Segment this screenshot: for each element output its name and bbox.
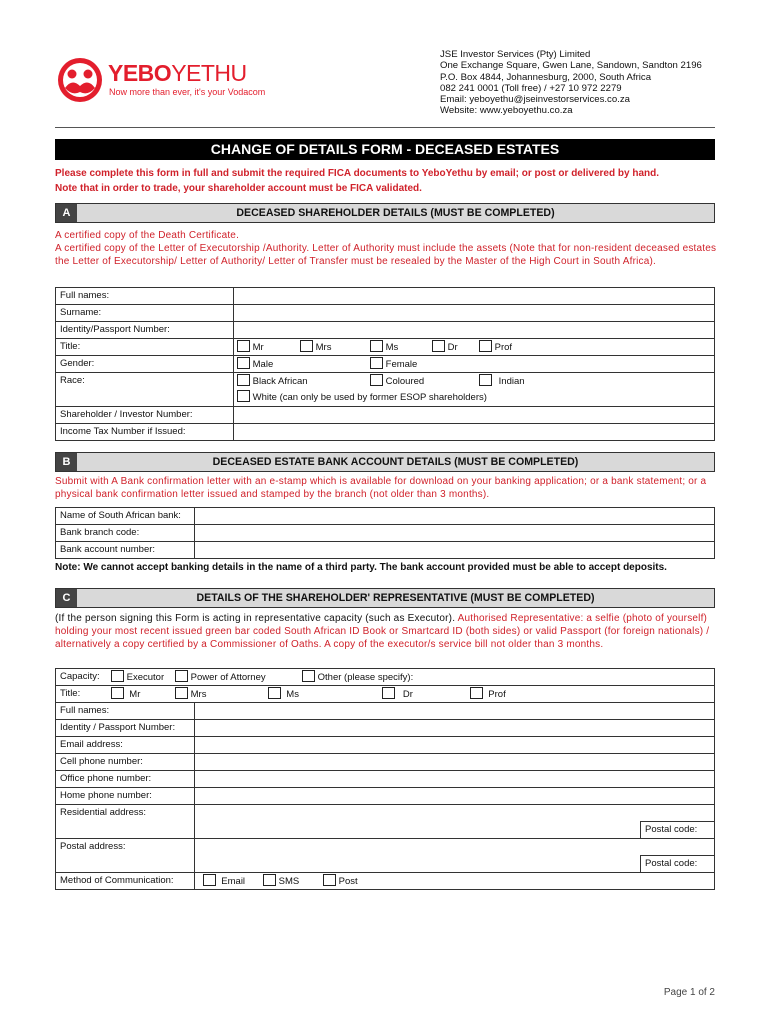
- instruction-line: A certified copy of the Letter of Executorship /Authority. Letter of Authority must include the assets (Note that for non-resident deceased estates the Letter of Executorship/ Letter of Authority/ Letter of Transfer must be resealed by the Master of the High Court in South Africa).: [55, 243, 717, 267]
- title-option-mr[interactable]: [237, 340, 264, 353]
- cell-label: Cell phone number:: [56, 754, 195, 771]
- checkbox[interactable]: [111, 687, 124, 699]
- branch-code-field[interactable]: [195, 525, 715, 542]
- company-line: P.O. Box 4844, Johannesburg, 2000, South Africa: [440, 71, 652, 83]
- race-option-black-african[interactable]: [237, 374, 308, 387]
- rep-title-option-mrs[interactable]: [175, 687, 206, 700]
- full-names-field[interactable]: [195, 703, 715, 720]
- full-names-label: Full names:: [56, 288, 234, 305]
- gender-option-male[interactable]: [237, 357, 273, 370]
- option-label: Indian: [498, 376, 525, 387]
- section-b-header: [55, 452, 715, 472]
- method-label: Method of Communication:: [56, 873, 195, 890]
- header-divider: [55, 127, 715, 128]
- option-label: Email: [221, 876, 246, 887]
- intro-line: Please complete this form in full and submit the required FICA documents to YeboYethu by email; or post or delivered by hand.: [55, 168, 659, 179]
- id-field[interactable]: [234, 322, 715, 339]
- checkbox[interactable]: [268, 687, 281, 699]
- instruction-text-red: Authorised Representative: a selfie (photo of yourself) holding your most recent issued green bar coded South African ID Book or Smartcard ID (both sides) or valid Passport (for foreign nationals) / alternatively a copy certified by a Commissioner of Oaths. A copy of the executor/s service bill not older than 3 months.: [55, 613, 710, 650]
- checkbox[interactable]: [237, 374, 250, 386]
- capacity-label: Capacity:: [60, 671, 100, 682]
- section-title: DECEASED SHAREHOLDER DETAILS (MUST BE COMPLETED): [236, 207, 555, 219]
- shareholder-number-label: Shareholder / Investor Number:: [56, 407, 234, 424]
- brand-tagline: Now more than ever, it's your Vodacom: [109, 87, 266, 97]
- checkbox[interactable]: [237, 357, 250, 369]
- bank-name-field[interactable]: [195, 508, 715, 525]
- option-label: SMS: [278, 876, 300, 887]
- instruction-text: (If the person signing this Form is acting in representative capacity (such as Executor).: [55, 613, 458, 624]
- branch-code-label: Bank branch code:: [56, 525, 195, 542]
- title-label: Title:: [56, 339, 234, 356]
- option-label: Ms: [286, 689, 299, 700]
- yeboyethu-logo-icon: [56, 56, 106, 104]
- capacity-option-executor[interactable]: [111, 670, 164, 683]
- option-label: White (can only be used by former ESOP shareholders): [252, 392, 487, 403]
- method-option-post[interactable]: [323, 874, 358, 887]
- office-label: Office phone number:: [56, 771, 195, 788]
- section-title: DETAILS OF THE SHAREHOLDER' REPRESENTATIVE (MUST BE COMPLETED): [196, 592, 595, 604]
- page-number: Page 1 of 2: [663, 987, 715, 998]
- title-option-prof[interactable]: [479, 340, 512, 353]
- checkbox[interactable]: [370, 374, 383, 386]
- title-label: Title:: [60, 688, 81, 699]
- form-title: CHANGE OF DETAILS FORM - DECEASED ESTATES: [55, 139, 715, 160]
- company-line: One Exchange Square, Gwen Lane, Sandown, Sandton 2196: [440, 60, 702, 72]
- tax-number-label: Income Tax Number if Issued:: [56, 424, 234, 441]
- section-title: DECEASED ESTATE BANK ACCOUNT DETAILS (MUST BE COMPLETED): [212, 456, 579, 468]
- full-names-label: Full names:: [56, 703, 195, 720]
- checkbox[interactable]: [479, 374, 492, 386]
- option-label: Black African: [252, 376, 308, 387]
- race-option-white[interactable]: [237, 390, 487, 403]
- full-names-field[interactable]: [234, 288, 715, 305]
- race-label: Race:: [56, 373, 234, 407]
- home-field[interactable]: [195, 788, 715, 805]
- option-label: Prof: [488, 689, 506, 700]
- postal-label: Postal address:: [56, 839, 195, 873]
- section-a-header: [55, 203, 715, 223]
- id-label: Identity/Passport Number:: [56, 322, 234, 339]
- option-label: Power of Attorney: [190, 672, 266, 683]
- option-label: Mr: [129, 689, 141, 700]
- account-number-field[interactable]: [195, 542, 715, 559]
- title-option-ms[interactable]: [370, 340, 398, 353]
- tax-number-field[interactable]: [234, 424, 715, 441]
- checkbox[interactable]: [323, 874, 336, 886]
- gender-label: Gender:: [56, 356, 234, 373]
- gender-option-female[interactable]: [370, 357, 417, 370]
- option-label: Post: [338, 876, 358, 887]
- checkbox[interactable]: [300, 340, 313, 352]
- account-number-label: Bank account number:: [56, 542, 195, 559]
- rep-title-option-mr[interactable]: [111, 687, 140, 700]
- checkbox[interactable]: [370, 340, 383, 352]
- residential-field[interactable]: [195, 805, 715, 839]
- title-option-mrs[interactable]: [300, 340, 331, 353]
- company-details: [440, 49, 702, 117]
- option-label: Mr: [252, 342, 264, 353]
- capacity-option-poa[interactable]: [175, 670, 266, 683]
- company-line: 082 241 0001 (Toll free) / +27 10 972 2279: [440, 82, 622, 94]
- brand-name: [108, 60, 247, 87]
- bank-details-table: [55, 507, 715, 559]
- company-line: Email: yeboyethu@jseinvestorservices.co.za: [440, 94, 630, 106]
- id-field[interactable]: [195, 720, 715, 737]
- cell-field[interactable]: [195, 754, 715, 771]
- option-label: Prof: [494, 342, 513, 353]
- representative-table: [55, 668, 715, 890]
- method-option-email[interactable]: [203, 874, 245, 887]
- option-label: Executor: [126, 672, 165, 683]
- gender-options: [234, 356, 715, 373]
- postal-field[interactable]: [195, 839, 715, 873]
- id-label: Identity / Passport Number:: [56, 720, 195, 737]
- surname-label: Surname:: [56, 305, 234, 322]
- checkbox[interactable]: [432, 340, 445, 352]
- checkbox[interactable]: [111, 670, 124, 682]
- checkbox[interactable]: [470, 687, 483, 699]
- section-b-instructions: Submit with A Bank confirmation letter with an e-stamp which is available for download on your banking application; or a bank statement; or a physical bank confirmation letter issued and stamped by the branch (not older than 3 months).: [55, 476, 707, 500]
- instruction-line: A certified copy of the Death Certificate.: [55, 230, 240, 241]
- bank-note: Note: We cannot accept banking details in the name of a third party. The bank account provided must be able to accept deposits.: [55, 562, 667, 573]
- checkbox[interactable]: [263, 874, 276, 886]
- checkbox[interactable]: [175, 687, 188, 699]
- brand-light: YETHU: [171, 60, 247, 86]
- checkbox[interactable]: [370, 357, 383, 369]
- bank-name-label: Name of South African bank:: [56, 508, 195, 525]
- method-option-sms[interactable]: [263, 874, 299, 887]
- option-label: Mrs: [315, 342, 332, 353]
- rep-title-option-ms[interactable]: [268, 687, 299, 700]
- section-letter: C: [56, 589, 77, 607]
- intro-text: [55, 166, 720, 196]
- section-a-instructions: [55, 229, 718, 268]
- checkbox[interactable]: [382, 687, 395, 699]
- option-label: Dr: [402, 689, 413, 700]
- section-letter: B: [56, 453, 77, 471]
- home-label: Home phone number:: [56, 788, 195, 805]
- email-field[interactable]: [195, 737, 715, 754]
- checkbox[interactable]: [479, 340, 492, 352]
- option-label: Coloured: [385, 376, 425, 387]
- rep-title-option-prof[interactable]: [470, 687, 506, 700]
- surname-field[interactable]: [234, 305, 715, 322]
- email-label: Email address:: [56, 737, 195, 754]
- residential-label: Residential address:: [56, 805, 195, 839]
- option-label: Female: [385, 359, 418, 370]
- checkbox[interactable]: [237, 340, 250, 352]
- company-line: Website: www.yeboyethu.co.za: [440, 105, 573, 117]
- option-label: Other (please specify):: [317, 672, 414, 683]
- shareholder-number-field[interactable]: [234, 407, 715, 424]
- checkbox[interactable]: [237, 390, 250, 402]
- race-option-indian[interactable]: [479, 374, 525, 387]
- brand-bold: YEBO: [108, 60, 172, 86]
- option-label: Mrs: [190, 689, 207, 700]
- section-c-header: [55, 588, 715, 608]
- race-option-coloured[interactable]: [370, 374, 424, 387]
- checkbox[interactable]: [302, 670, 315, 682]
- residential-postal-code-label: Postal code:: [640, 821, 714, 838]
- capacity-option-other[interactable]: [302, 670, 413, 683]
- checkbox[interactable]: [175, 670, 188, 682]
- company-line: JSE Investor Services (Pty) Limited: [440, 49, 591, 60]
- option-label: Ms: [385, 342, 399, 353]
- option-label: Male: [252, 359, 274, 370]
- postal-code-label: Postal code:: [640, 855, 714, 872]
- checkbox[interactable]: [203, 874, 216, 886]
- intro-line: Note that in order to trade, your shareholder account must be FICA validated.: [55, 183, 422, 194]
- title-option-dr[interactable]: [432, 340, 458, 353]
- option-label: Dr: [447, 342, 458, 353]
- office-field[interactable]: [195, 771, 715, 788]
- section-c-instructions: [55, 612, 718, 651]
- section-letter: A: [56, 204, 77, 222]
- rep-title-option-dr[interactable]: [382, 687, 413, 700]
